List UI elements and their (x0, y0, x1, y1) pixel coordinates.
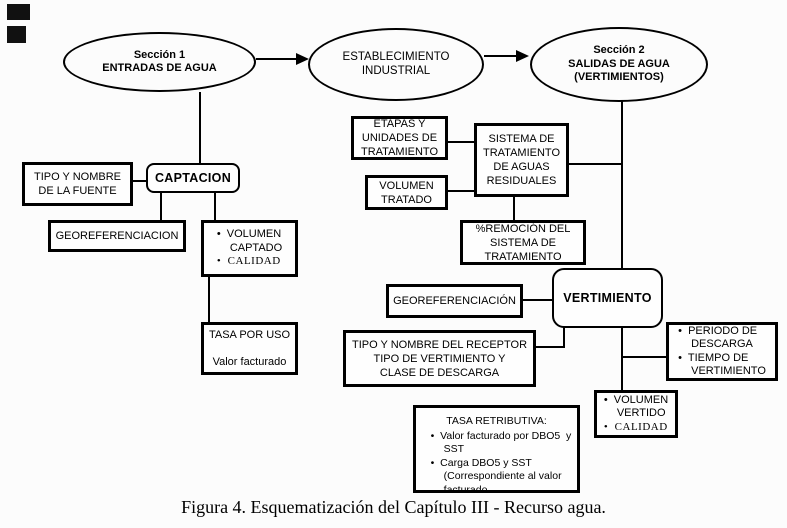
sistema-line2: TRATAMIENTO (483, 147, 560, 159)
periodo-line4: VERTIMIENTO (691, 365, 766, 377)
georeferenciacion-vertimiento-label: GEOREFERENCIACIÓN (393, 295, 516, 307)
node-tasa-por-uso (201, 322, 298, 375)
georeferenciacion-captacion-label: GEOREFERENCIACION (55, 230, 179, 242)
sistema-line3: DE AGUAS (493, 161, 550, 173)
node-periodo-tiempo (666, 322, 778, 381)
node-georeferenciacion-vertimiento (386, 284, 523, 318)
node-captacion (146, 163, 240, 193)
volumen-captado-line2: CAPTADO (229, 241, 283, 254)
remocion-line1: %REMOCIÓN DEL (475, 222, 571, 235)
node-tipo-receptor (343, 330, 536, 387)
tasa-por-uso-line2: Valor facturado (212, 356, 287, 368)
sistema-line1: SISTEMA DE (488, 133, 555, 145)
remocion-line3: TRATAMIENTO (484, 250, 562, 263)
tasa-retributiva-title: TASA RETRIBUTIVA: (446, 415, 547, 427)
entradas-title: Sección 1 (133, 48, 186, 61)
connector-tipofuente-captacion (133, 180, 147, 182)
connector-volumencaptado-tasaporuso (208, 276, 210, 323)
node-georeferenciacion-captacion (48, 220, 186, 252)
node-volumen-tratado (365, 175, 448, 210)
connector-sistema-remocion (513, 196, 515, 221)
node-salidas-de-agua (530, 27, 708, 102)
connector-etapas-sistema (448, 141, 475, 143)
volumen-vertido-line1: • VOLUMEN (603, 393, 669, 406)
connector-entradas-establecimiento (256, 58, 297, 60)
tasa-retributiva-line1: • Valor facturado por DBO5 y (430, 429, 572, 442)
volumen-tratado-line2: TRATADO (381, 193, 432, 206)
tasa-por-uso-line1: TASA POR USO (208, 329, 291, 341)
node-sistema-tratamiento (474, 123, 569, 197)
etapas-line2: UNIDADES DE (361, 132, 438, 144)
tipo-receptor-line1: TIPO Y NOMBRE DEL RECEPTOR (351, 338, 528, 351)
connector-entradas-captacion (199, 92, 201, 164)
arrowhead-right-icon (516, 50, 529, 62)
entradas-subtitle: ENTRADAS DE AGUA (102, 62, 217, 74)
remocion-line2: SISTEMA DE (489, 236, 557, 249)
node-volumen-captado (201, 220, 298, 277)
tasa-retributiva-line5: facturado (443, 483, 488, 496)
connector-sistema-vertimiento (569, 163, 622, 165)
node-etapas-unidades (351, 116, 448, 160)
node-entradas-de-agua (63, 32, 256, 92)
tipo-receptor-line3: CLASE DE DESCARGA (379, 366, 500, 379)
connector-salidas-vertimiento (621, 101, 623, 269)
tipo-fuente-line1: TIPO Y NOMBRE (33, 171, 121, 183)
periodo-line3: • TIEMPO DE (678, 351, 749, 364)
establecimiento-line2: INDUSTRIAL (361, 64, 431, 77)
etapas-line1: ETAPAS Y (373, 118, 426, 130)
node-vertimiento (552, 268, 663, 328)
volumen-vertido-line2: VERTIDO (616, 407, 666, 420)
figure-caption: Figura 4. Esquematización del Capítulo III - Recurso agua. (181, 497, 606, 517)
salidas-subtitle2: (VERTIMIENTOS) (574, 71, 664, 84)
node-remocion (460, 220, 586, 265)
volumen-tratado-line1: VOLUMEN (379, 179, 434, 192)
connector-vertimiento-tiporeceptor-h (536, 346, 565, 348)
connector-vertimiento-periodo (621, 356, 667, 358)
captacion-label: CAPTACION (154, 171, 232, 185)
tasa-retributiva-line2: SST (443, 443, 465, 455)
volumen-captado-line3: • CALIDAD (216, 255, 281, 268)
node-tipo-fuente (22, 162, 133, 206)
tasa-retributiva-line3: • Carga DBO5 y SST (430, 456, 532, 469)
periodo-line1: • PERIODO DE (678, 324, 758, 337)
corner-square-icon (7, 4, 30, 20)
node-tasa-retributiva (413, 405, 580, 496)
salidas-subtitle: SALIDAS DE AGUA (568, 57, 670, 70)
etapas-line3: TRATAMIENTO (361, 146, 438, 158)
connector-establecimiento-salidas (484, 55, 517, 57)
connector-georeferenciacion-vertimiento (523, 299, 553, 301)
salidas-title: Sección 2 (593, 44, 645, 57)
establecimiento-line1: ESTABLECIMIENTO (342, 51, 450, 63)
sistema-line4: RESIDUALES (486, 175, 557, 187)
tipo-receptor-line2: TIPO DE VERTIMIENTO Y (373, 352, 506, 365)
node-establecimiento-industrial (308, 28, 484, 101)
vertimiento-label: VERTIMIENTO (563, 291, 652, 305)
connector-vertimiento-volumenvertido (621, 327, 623, 391)
corner-square-icon (7, 26, 26, 43)
volumen-captado-line1: • VOLUMEN (216, 228, 282, 241)
volumen-vertido-line3: • CALIDAD (603, 420, 668, 433)
periodo-line2: DESCARGA (691, 338, 753, 350)
connector-captacion-volumencaptado (214, 192, 216, 221)
connector-vertimiento-tiporeceptor-v (563, 327, 565, 348)
node-volumen-vertido (594, 390, 678, 438)
tasa-retributiva-line4: (Correspondiente al valor (443, 470, 562, 482)
connector-captacion-georeferenciacion (160, 192, 162, 221)
connector-volumentratado-sistema (448, 190, 475, 192)
tipo-fuente-line2: DE LA FUENTE (38, 185, 117, 197)
